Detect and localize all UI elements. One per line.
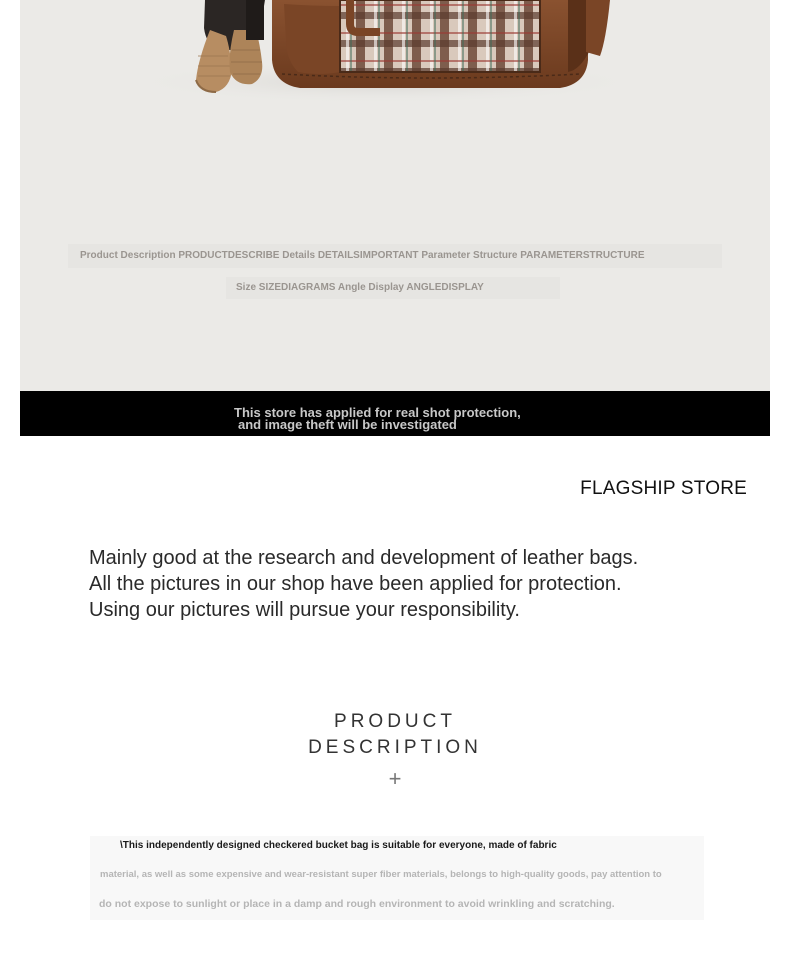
- store-name: FLAGSHIP STORE: [580, 478, 747, 499]
- description-line-1: \This independently designed checkered bucket bag is suitable for everyone, made of fabric: [120, 840, 557, 851]
- info-tabs-row: Product Description PRODUCTDESCRIBE Details DETAILSIMPORTANT Parameter Structure PARAMETERSTRUCTURE: [68, 244, 722, 268]
- intro-line-1: Mainly good at the research and development of leather bags.: [89, 547, 639, 569]
- description-line-3: do not expose to sunlight or place in a damp and rough environment to avoid wrinkling and scratching.: [99, 898, 615, 910]
- bag-illustration: [20, 0, 770, 391]
- intro-line-2: All the pictures in our shop have been applied for protection.: [89, 573, 622, 595]
- info-tabs-row-secondary: Size SIZEDIAGRAMS Angle Display ANGLEDISPLAY: [226, 277, 560, 299]
- product-photo: [20, 0, 770, 391]
- protection-line-2: and image theft will be investigated: [238, 417, 457, 432]
- intro-line-3: Using our pictures will pursue your responsibility.: [89, 599, 520, 621]
- expand-plus-icon[interactable]: +: [388, 766, 402, 791]
- bag-strap: [586, 0, 610, 56]
- bag-body: [272, 0, 590, 88]
- store-intro: [89, 545, 638, 623]
- description-line-2: material, as well as some expensive and wear-resistant super fiber materials, belongs to high-quality goods, pay attention to: [100, 869, 662, 880]
- section-title-line-2: DESCRIPTION: [308, 737, 482, 758]
- protection-line-1: This store has applied for real shot protection,: [234, 405, 521, 420]
- protection-banner: [20, 391, 770, 436]
- section-title-line-1: PRODUCT: [334, 711, 456, 732]
